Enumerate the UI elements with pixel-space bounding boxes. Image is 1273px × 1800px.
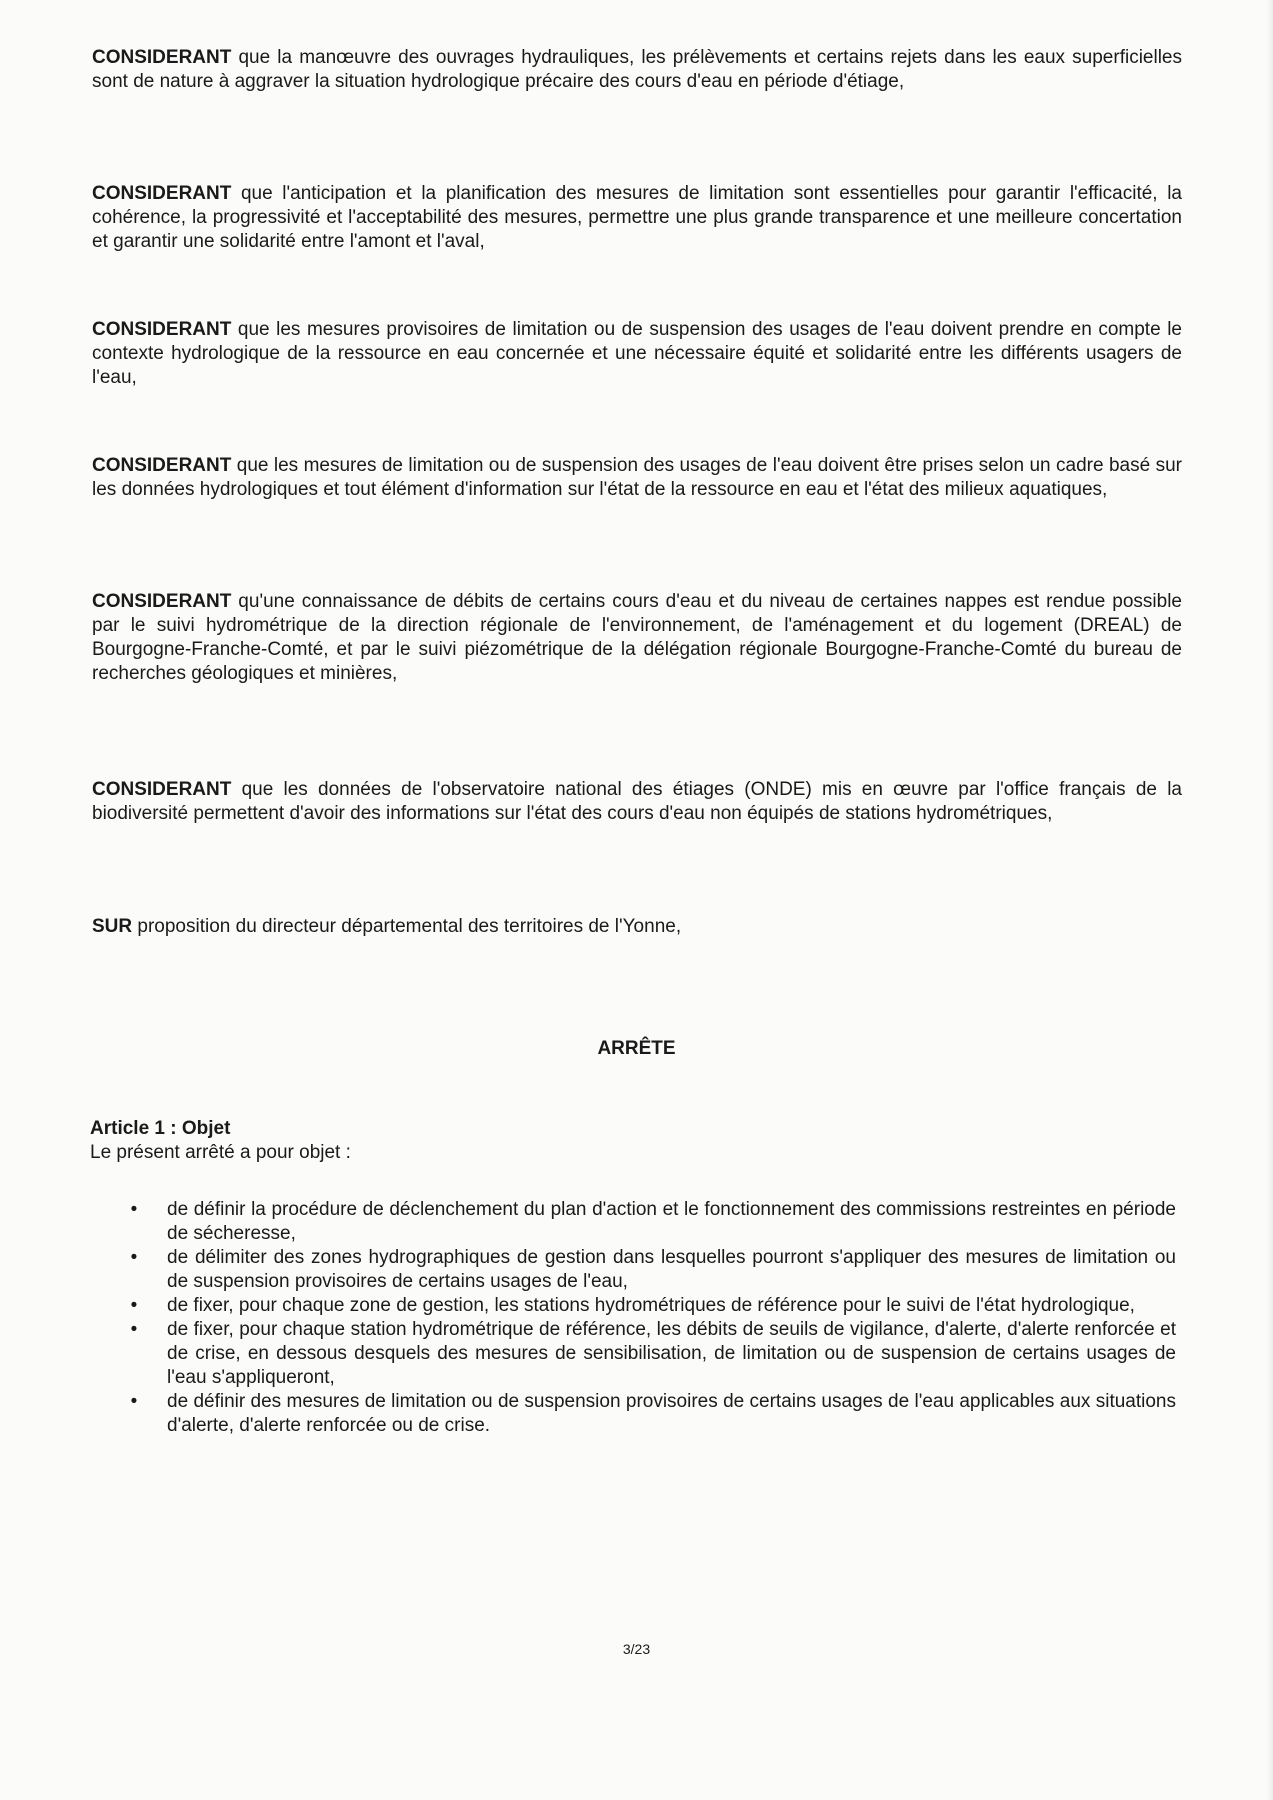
list-item-text: de fixer, pour chaque station hydrométrique de référence, les débits de seuils de vigilance, d'alerte, d'alerte renforcée et de crise, en dessous desquels des mesures de sensibilisation, de limitation ou de suspension de certains usages de l'eau s'appliqueront, [167,1319,1176,1388]
article-1-list [128,1198,1176,1438]
bullet-icon: • [130,1247,138,1268]
considerant-paragraph-4 [92,454,1182,502]
bullet-icon: • [130,1295,138,1316]
considerant-keyword: CONSIDERANT [92,591,232,612]
list-item [128,1294,1176,1318]
considerant-text: que les mesures provisoires de limitation ou de suspension des usages de l'eau doivent prendre en compte le contexte hydrologique de la ressource en eau concernée et une nécessaire équité et solidarité entre les différents usagers de l'eau, [92,319,1182,388]
sur-text: proposition du directeur départemental des territoires de l'Yonne, [132,916,682,937]
considerant-keyword: CONSIDERANT [92,183,232,204]
sur-keyword: SUR [92,916,133,937]
considerant-paragraph-5 [92,590,1182,686]
considerant-text: qu'une connaissance de débits de certains cours d'eau et du niveau de certaines nappes est rendue possible par le suivi hydrométrique de la direction régionale de l'environnement, de l'aménagement et du logement (DREAL) de Bourgogne-Franche-Comté, et par le suivi piézométrique de la délégation régionale Bourgogne-Franche-Comté du bureau de recherches géologiques et minières, [92,591,1182,684]
considerant-keyword: CONSIDERANT [92,47,232,68]
bullet-icon: • [130,1391,138,1412]
article-1-intro: Le présent arrêté a pour objet : [90,1142,351,1163]
decision-title: ARRÊTE [597,1038,676,1059]
page-number: 3/23 [622,1641,651,1657]
bullet-icon: • [130,1319,138,1340]
list-item-text: de définir des mesures de limitation ou de suspension provisoires de certains usages de l'eau applicables aux situations d'alerte, d'alerte renforcée ou de crise. [167,1391,1176,1436]
list-item-text: de définir la procédure de déclenchement du plan d'action et le fonctionnement des commissions restreintes en période de sécheresse, [167,1199,1176,1244]
considerant-paragraph-1 [92,46,1182,94]
considerant-text: que les mesures de limitation ou de suspension des usages de l'eau doivent être prises selon un cadre basé sur les données hydrologiques et tout élément d'information sur l'état de la ressource en eau et l'état des milieux aquatiques, [92,455,1182,500]
bullet-icon: • [130,1199,138,1220]
considerant-keyword: CONSIDERANT [92,779,232,800]
considerant-keyword: CONSIDERANT [92,319,232,340]
list-item-text: de fixer, pour chaque zone de gestion, les stations hydrométriques de référence pour le suivi de l'état hydrologique, [167,1295,1135,1316]
list-item [128,1246,1176,1294]
list-item [128,1390,1176,1438]
sur-paragraph [92,915,1182,939]
considerant-paragraph-2 [92,182,1182,254]
scan-edge-shadow [1267,0,1273,1800]
considerant-text: que la manœuvre des ouvrages hydrauliques, les prélèvements et certains rejets dans les eaux superficielles sont de nature à aggraver la situation hydrologique précaire des cours d'eau en période d'étiage, [92,47,1182,92]
considerant-paragraph-3 [92,318,1182,390]
considerant-paragraph-6 [92,778,1182,826]
article-1-heading: Article 1 : Objet [90,1118,231,1139]
list-item [128,1198,1176,1246]
list-item-text: de délimiter des zones hydrographiques de gestion dans lesquelles pourront s'appliquer des mesures de limitation ou de suspension provisoires de certains usages de l'eau, [167,1247,1176,1292]
considerant-text: que les données de l'observatoire national des étiages (ONDE) mis en œuvre par l'office français de la biodiversité permettent d'avoir des informations sur l'état des cours d'eau non équipés de stations hydrométriques, [92,779,1182,824]
considerant-keyword: CONSIDERANT [92,455,232,476]
considerant-text: que l'anticipation et la planification des mesures de limitation sont essentielles pour garantir l'efficacité, la cohérence, la progressivité et l'acceptabilité des mesures, permettre une plus grande transparence et une meilleure concertation et garantir une solidarité entre l'amont et l'aval, [92,183,1182,252]
list-item [128,1318,1176,1390]
